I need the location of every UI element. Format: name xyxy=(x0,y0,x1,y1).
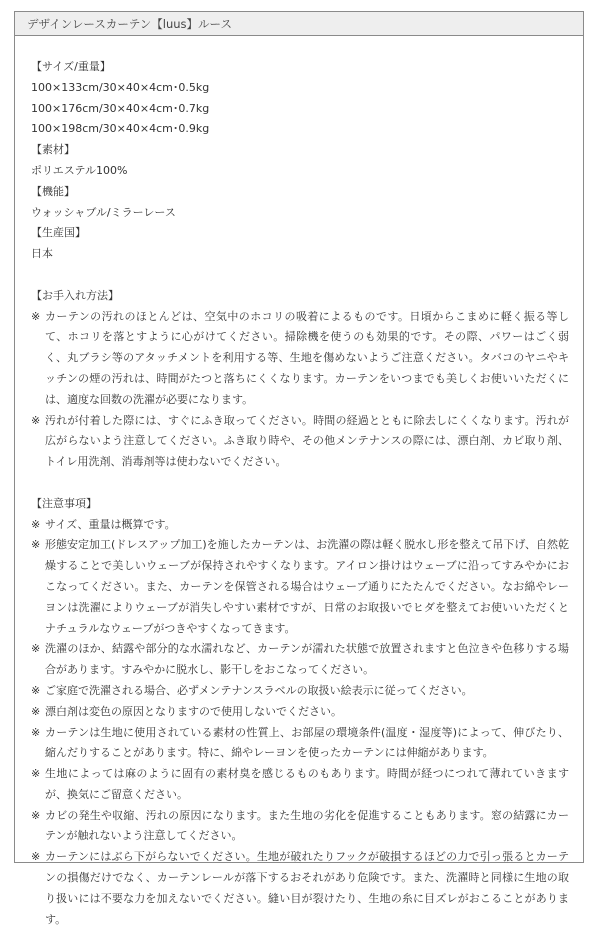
note-text: 汚れが付着した際には、すぐにふき取ってください。時間の経過とともに除去しにくくなります。汚れが広がらないよう注意してください。ふき取り時や、その他メンテナンスの際には、漂白剤、カビ取り剤、トイレ用洗剤、消毒剤等は使わないでください。 xyxy=(45,413,569,469)
caution-note xyxy=(31,847,569,930)
spec-line: 100×133cm/30×40×4cm･0.5kg xyxy=(31,80,210,94)
product-spec-panel xyxy=(14,11,584,926)
panel-content xyxy=(15,36,583,930)
note-text: カーテンは生地に使用されている素材の性質上、お部屋の環境条件(温度・湿度等)によって、伸びたり、縮んだりすることがあります。特に、綿やレーヨンを使ったカーテンには伸縮があります。 xyxy=(45,725,569,760)
spec-line: 100×198cm/30×40×4cm･0.9kg xyxy=(31,122,210,136)
note-text: 形態安定加工(ドレスアップ加工)を施したカーテンは、お洗濯の際は軽く脱水し形を整えて吊下げ、自然乾燥することで美しいウェーブが保持されやすくなります。アイロン掛けはウェーブに沿ってすみやかにおこなってください。また、カーテンを保管される場合はウェーブ通りにたたんでください。なお綿やレーヨンは洗濯によりウェーブが消失しやすい素材ですが、日常のお取扱いでヒダを整えてお使いいただくとナチュラルなウェーブがつきやすくなってきます。 xyxy=(45,538,569,635)
note-text: 生地によっては麻のように固有の素材臭を感じるものもあります。時間が経つにつれて薄れていきますが、換気にご留意ください。 xyxy=(45,767,569,801)
note-mark: ※ xyxy=(31,517,41,531)
note-mark: ※ xyxy=(31,413,41,427)
spec-line: ポリエステル100% xyxy=(31,163,128,177)
note-mark: ※ xyxy=(31,767,41,781)
note-mark: ※ xyxy=(31,704,41,718)
section-heading-cautions: 【注意事項】 xyxy=(31,496,97,510)
note-mark: ※ xyxy=(31,850,41,864)
note-mark: ※ xyxy=(31,808,41,822)
note-mark: ※ xyxy=(31,642,41,656)
section-heading-size: 【サイズ/重量】 xyxy=(31,60,111,73)
care-note xyxy=(31,307,569,411)
product-title: デザインレースカーテン【luus】ルース xyxy=(27,17,232,31)
section-spacer xyxy=(31,265,569,286)
section-heading-origin: 【生産国】 xyxy=(31,226,86,240)
spec-line: 100×176cm/30×40×4cm･0.7kg xyxy=(31,101,210,115)
note-mark: ※ xyxy=(31,683,41,697)
section-spacer xyxy=(31,473,569,494)
note-text: カーテンの汚れのほとんどは、空気中のホコリの吸着によるものです。日頃からこまめに軽く振る等して、ホコリを落とすように心がけてください。掃除機を使うのも効果的です。その際、パワーはごく弱く、丸ブラシ等のアタッチメントを利用する等、生地を傷めないようご注意ください。タバコのヤニやキッチンの煙の汚れは、時間がたつと落ちにくくなります。カーテンをいつまでも美しくお使いいただくには、適度な回数の洗濯が必要になります。 xyxy=(45,309,569,406)
section-heading-material: 【素材】 xyxy=(31,143,75,157)
spec-line: ウォッシャブル/ミラーレース xyxy=(31,205,176,219)
spec-line: 日本 xyxy=(31,247,53,261)
note-text: カビの発生や収縮、汚れの原因になります。また生地の劣化を促進することもあります。窓の結露にカーテンが触れないよう注意してください。 xyxy=(45,808,569,843)
note-mark: ※ xyxy=(31,309,41,323)
section-heading-care: 【お手入れ方法】 xyxy=(31,288,119,302)
note-text: ご家庭で洗濯される場合、必ずメンテナンスラベルの取扱い絵表示に従ってください。 xyxy=(45,683,473,697)
caution-note xyxy=(31,702,569,723)
section-heading-function: 【機能】 xyxy=(31,184,75,198)
note-text: 洗濯のほか、結露や部分的な水濡れなど、カーテンが濡れた状態で放置されますと色泣きや色移りする場合があります。すみやかに脱水し、影干しをおこなってください。 xyxy=(45,642,569,677)
care-note xyxy=(31,411,569,473)
note-text: サイズ、重量は概算です。 xyxy=(45,517,176,531)
note-mark: ※ xyxy=(31,538,41,552)
caution-note xyxy=(31,535,569,639)
caution-note xyxy=(31,806,569,848)
caution-note xyxy=(31,723,569,765)
note-mark: ※ xyxy=(31,725,41,739)
panel-header xyxy=(15,12,583,36)
caution-note xyxy=(31,681,569,702)
caution-note xyxy=(31,639,569,681)
note-text: カーテンにはぶら下がらないでください。生地が破れたりフックが破損するほどの力で引っ張るとカーテンの損傷だけでなく、カーテンレールが落下するおそれがあり危険です。また、洗濯時と同様に生地の取り扱いには不要な力を加えないでください。縫い目が裂けたり、生地の糸に目ズレがおこることがあります。 xyxy=(45,850,569,926)
note-text: 漂白剤は変色の原因となりますので使用しないでください。 xyxy=(45,704,342,718)
caution-note xyxy=(31,515,569,536)
caution-note xyxy=(31,764,569,806)
